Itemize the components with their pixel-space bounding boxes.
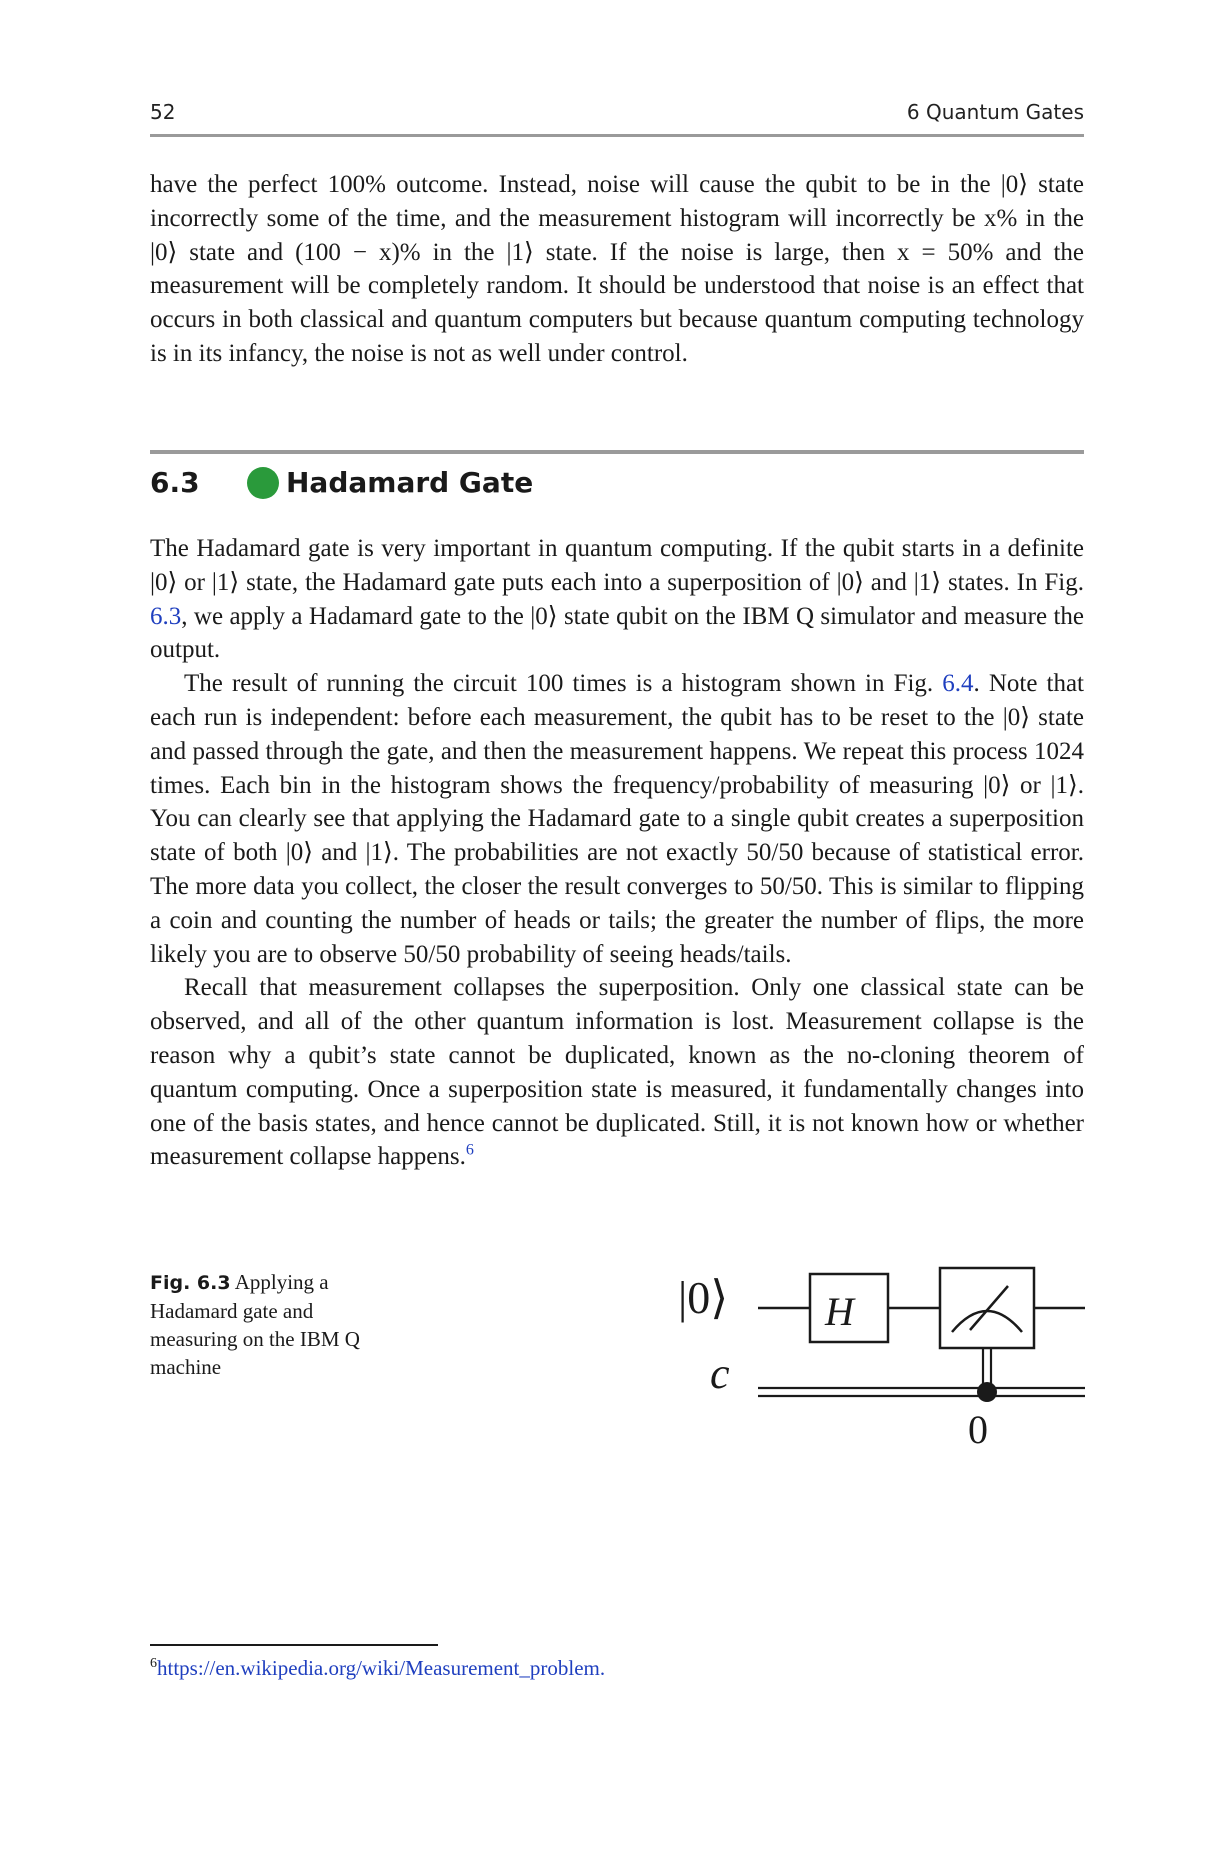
classical-register-label: c [710, 1349, 730, 1398]
figure-caption-text: Applying a Hadamard gate and measuring on the IBM Q machine [150, 1270, 360, 1379]
paragraph-2-text-a: The result of running the circuit 100 times is a histogram shown in Fig. [184, 670, 943, 698]
figure-ref-link[interactable]: 6.4 [942, 670, 974, 698]
paragraph-3 [150, 971, 1084, 1174]
paragraph-1-text-b: , we apply a Hadamard gate to the |0⟩ state qubit on the IBM Q simulator and measure the output. [150, 602, 1084, 664]
figure-label: Fig. 6.3 [150, 1272, 231, 1294]
intro-paragraph: have the perfect 100% outcome. Instead, noise will cause the qubit to be in the |0⟩ state incorrectly some of the time, and the measurement histogram will incorrectly be x% in the |0⟩ state and (100 − x)% in the |1⟩ state. If the noise is large, then x = 50% and the measurement will be completely random. It should be understood that noise is an effect that occurs in both classical and quantum computers but because quantum computing technology is in its infancy, the noise is not as well under control. [150, 171, 1084, 367]
header-rule [150, 134, 1084, 137]
measurement-gate-box [940, 1268, 1034, 1348]
footnote [150, 1656, 1050, 1681]
figure-ref-link[interactable]: 6.3 [150, 602, 182, 630]
paragraph-2 [150, 667, 1084, 971]
footnote-ref-link[interactable]: 6 [465, 1142, 474, 1160]
page-number: 52 [150, 100, 176, 124]
section-text-block [150, 532, 1084, 1174]
section-heading [150, 460, 1084, 504]
measurement-dot [977, 1382, 997, 1402]
paragraph-2-text-b: . Note that each run is independent: before each measurement, the qubit has to be reset to the |0⟩ state and passed through the gate, and then the measurement happens. We repeat this process 1024 times. Each bin in the histogram shows the frequency/probability of measuring |0⟩ or |1⟩. You can clearly see that applying the Hadamard gate to a single qubit creates a superposition state of both |0⟩ and |1⟩. The probabilities are not exactly 50/50 because of statistical error. The more data you collect, the closer the result converges to 50/50. This is similar to flipping a coin and counting the number of heads or tails; the greater the number of flips, the more likely you are to observe 50/50 probability of seeing heads/tails. [150, 670, 1084, 968]
footnote-link[interactable]: https://en.wikipedia.org/wiki/Measurement_problem. [157, 1656, 606, 1680]
paragraph-3-text: Recall that measurement collapses the superposition. Only one classical state can be observed, and all of the other quantum information is lost. Measurement collapse is the reason why a qubit’s state cannot be duplicated, known as the no-cloning theorem of quantum computing. Once a superposition state is measured, it fundamentally changes into one of the basis states, and hence cannot be duplicated. Still, it is not known how or whether measurement collapse happens. [150, 974, 1084, 1171]
section-rule [150, 450, 1084, 454]
section-title: Hadamard Gate [286, 466, 534, 499]
chapter-title: 6 Quantum Gates [906, 100, 1084, 124]
classical-bit-index: 0 [968, 1407, 988, 1452]
paragraph-1-text-a: The Hadamard gate is very important in quantum computing. If the qubit starts in a definite |0⟩ or |1⟩ state, the Hadamard gate puts each into a superposition of |0⟩ and |1⟩ states. In Fig. [150, 535, 1084, 596]
quantum-circuit-diagram [660, 1260, 1090, 1460]
qubit-label: |0⟩ [678, 1272, 729, 1323]
section-number: 6.3 [150, 466, 200, 499]
running-head [150, 96, 1084, 130]
figure-caption [150, 1268, 400, 1381]
footnote-mark: 6 [150, 1656, 157, 1671]
footnote-rule [150, 1644, 438, 1646]
paragraph-1 [150, 532, 1084, 667]
green-dot-icon [247, 467, 279, 499]
intro-text-block [150, 168, 1084, 371]
hadamard-gate-label: H [825, 1289, 854, 1334]
